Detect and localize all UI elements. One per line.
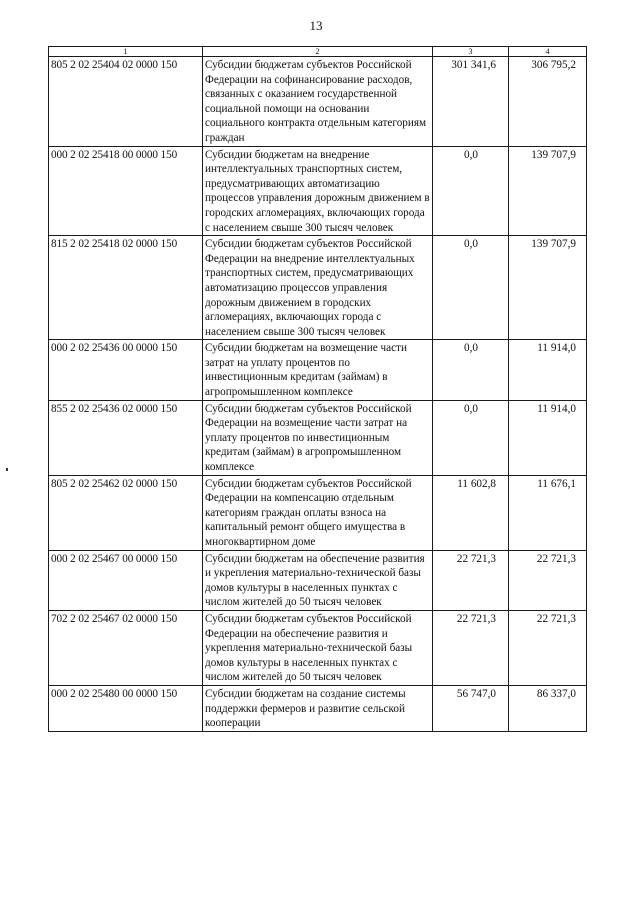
- value-column-3: 0,0: [433, 400, 509, 475]
- budget-code: 000 2 02 25436 00 0000 150: [49, 340, 203, 400]
- budget-code: 805 2 02 25404 02 0000 150: [49, 57, 203, 147]
- subsidy-name: Субсидии бюджетам субъектов Российской Федерации на обеспечение развития и укрепления материально-технической базы домов культуры в населенных пунктах с числом жителей до 50 тысяч человек: [203, 610, 433, 685]
- budget-code: 855 2 02 25436 02 0000 150: [49, 400, 203, 475]
- budget-code: 000 2 02 25418 00 0000 150: [49, 146, 203, 236]
- budget-code: 000 2 02 25480 00 0000 150: [49, 685, 203, 731]
- table-row: [49, 610, 587, 685]
- page-number: 13: [309, 18, 323, 33]
- value-column-3: 301 341,6: [433, 57, 509, 147]
- value-column-3: 0,0: [433, 236, 509, 340]
- budget-table: [48, 46, 587, 732]
- subsidy-name: Субсидии бюджетам на возмещение части затрат на уплату процентов по инвестиционным кредитам (займам) в агропромышленном комплексе: [203, 340, 433, 400]
- value-column-4: 306 795,2: [509, 57, 587, 147]
- value-column-3: 22 721,3: [433, 610, 509, 685]
- value-column-4: 22 721,3: [509, 610, 587, 685]
- budget-code: 815 2 02 25418 02 0000 150: [49, 236, 203, 340]
- value-column-4: 22 721,3: [509, 550, 587, 610]
- budget-code: 000 2 02 25467 00 0000 150: [49, 550, 203, 610]
- value-column-3: 22 721,3: [433, 550, 509, 610]
- value-column-3: 56 747,0: [433, 685, 509, 731]
- subsidy-name: Субсидии бюджетам на внедрение интеллектуальных транспортных систем, предусматривающих автоматизацию процессов управления дорожным движением в городских агломерациях, включающих города с населением свыше 300 тысяч человек: [203, 146, 433, 236]
- table-row: [49, 550, 587, 610]
- table-row: [49, 340, 587, 400]
- table-row: [49, 400, 587, 475]
- table-row: [49, 475, 587, 550]
- value-column-3: 0,0: [433, 146, 509, 236]
- subsidy-name: Субсидии бюджетам субъектов Российской Федерации на внедрение интеллектуальных транспортных систем, предусматривающих автоматизацию процессов управления дорожным движением в городских агломерациях, включающих города с населением свыше 300 тысяч человек: [203, 236, 433, 340]
- table-row: [49, 146, 587, 236]
- margin-mark: [6, 468, 8, 471]
- budget-code: 702 2 02 25467 02 0000 150: [49, 610, 203, 685]
- subsidy-name: Субсидии бюджетам на создание системы поддержки фермеров и развитие сельской кооперации: [203, 685, 433, 731]
- value-column-4: 11 914,0: [509, 340, 587, 400]
- value-column-3: 11 602,8: [433, 475, 509, 550]
- column-header-2: 2: [203, 47, 433, 57]
- subsidy-name: Субсидии бюджетам субъектов Российской Федерации на компенсацию отдельным категориям граждан оплаты взноса на капитальный ремонт общего имущества в многоквартирном доме: [203, 475, 433, 550]
- column-header-4: 4: [509, 47, 587, 57]
- subsidy-name: Субсидии бюджетам субъектов Российской Федерации на возмещение части затрат на уплату процентов по инвестиционным кредитам (займам) в агропромышленном комплексе: [203, 400, 433, 475]
- column-header-3: 3: [433, 47, 509, 57]
- table-row: [49, 685, 587, 731]
- value-column-4: 11 914,0: [509, 400, 587, 475]
- budget-code: 805 2 02 25462 02 0000 150: [49, 475, 203, 550]
- column-header-1: 1: [49, 47, 203, 57]
- table-row: [49, 236, 587, 340]
- value-column-4: 139 707,9: [509, 236, 587, 340]
- table-row: [49, 57, 587, 147]
- subsidy-name: Субсидии бюджетам субъектов Российской Федерации на софинансирование расходов, связанных с оказанием государственной социальной помощи на основании социального контракта отдельным категориям граждан: [203, 57, 433, 147]
- value-column-3: 0,0: [433, 340, 509, 400]
- subsidy-name: Субсидии бюджетам на обеспечение развития и укрепления материально-технической базы домов культуры в населенных пунктах с числом жителей до 50 тысяч человек: [203, 550, 433, 610]
- column-number-header: [49, 47, 587, 57]
- value-column-4: 139 707,9: [509, 146, 587, 236]
- value-column-4: 11 676,1: [509, 475, 587, 550]
- value-column-4: 86 337,0: [509, 685, 587, 731]
